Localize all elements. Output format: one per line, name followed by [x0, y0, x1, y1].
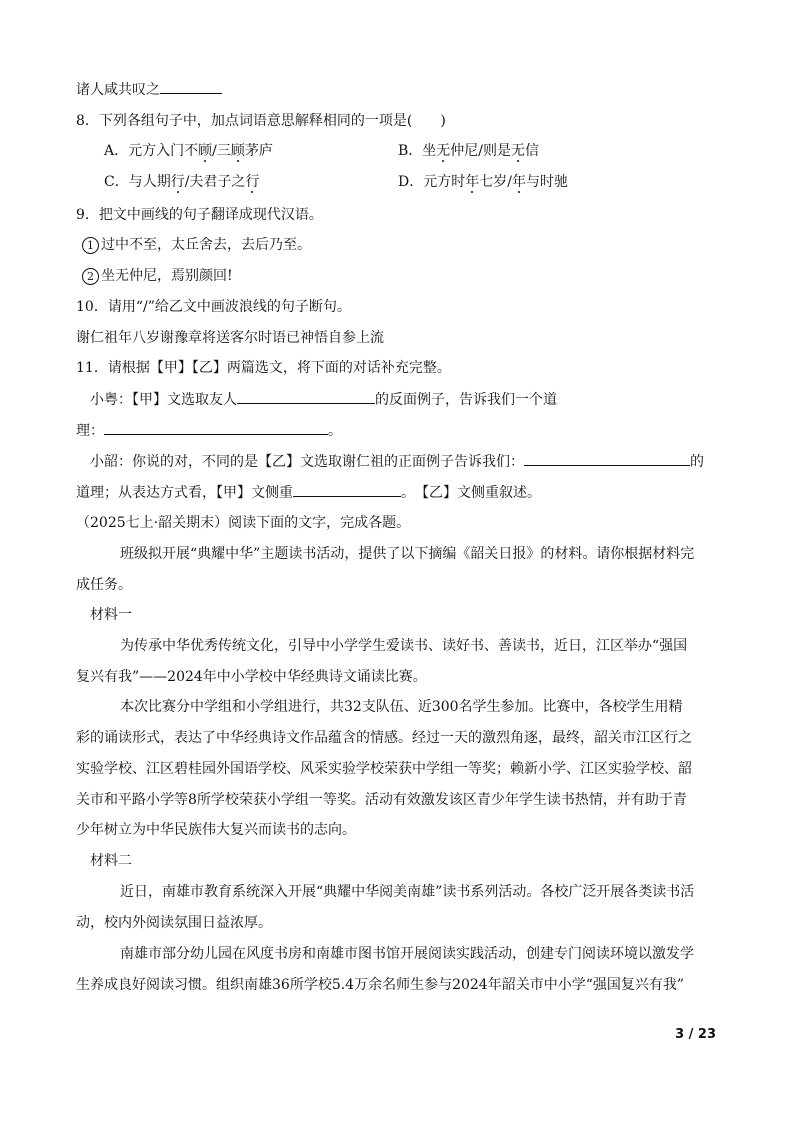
- option-text: 与时驰: [525, 174, 568, 190]
- option-text: 元方入门不: [128, 143, 199, 159]
- option-text: /夫君子之: [184, 174, 246, 190]
- option-text: 七岁/: [479, 174, 512, 190]
- page-number: 3 / 23: [675, 1027, 716, 1042]
- option-text: 信: [525, 143, 540, 159]
- dialog-text: 小韶：你说的对，不同的是【乙】文选取谢仁祖的正面例子告诉我们：: [90, 454, 524, 470]
- paragraph-line: 近日，南雄市教育系统深入开展“典耀中华阅美南雄”读书系列活动。各校广泛开展各类读书活: [120, 884, 695, 900]
- dotted-word: 顾: [230, 143, 245, 159]
- paragraph-line: 班级拟开展“典耀中华”主题读书活动，提供了以下摘编《韶关日报》的材料。请你根据材料完: [120, 546, 695, 562]
- dialog-text: 。 【乙】文侧重叙述。: [401, 485, 541, 501]
- option-label: D．: [398, 174, 424, 190]
- option-text: 与人期: [128, 174, 171, 190]
- paragraph-line: 生养成良好阅读习惯。组织南雄36所学校5.4万余名师生参与2024年韶关市中小学“强国复兴有我”: [76, 977, 685, 993]
- dialog-text: 道理；从表达方式看，【甲】文侧重: [76, 485, 293, 501]
- paragraph-line: 成任务。: [76, 577, 132, 593]
- answer-blank: [237, 389, 375, 404]
- answer-blank: [524, 451, 690, 466]
- section-intro: （2025七上·韶关期末）阅读下面的文字，完成各题。: [76, 515, 411, 531]
- option-label: A．: [104, 143, 129, 159]
- circled-number-2: 2: [82, 268, 99, 285]
- paragraph-line: 彩的诵读形式，表达了中华经典诗文作品蕴含的情感。经过一天的激烈角逐，最终，韶关市江区行之: [76, 730, 692, 746]
- dotted-word: 顾: [198, 143, 213, 159]
- q8-stem: 8．下列各组句子中，加点词语意思解释相同的一项是( ): [76, 113, 446, 129]
- dialog-text: 小粤：【甲】文选取友人: [90, 392, 237, 408]
- dotted-word: 无: [436, 143, 451, 159]
- paragraph-line: 本次比赛分中学组和小学组进行，共32支队伍、近300名学生参加。比赛中，各校学生用精: [120, 699, 683, 715]
- sentence-text: 坐无仲尼，焉别颜回!: [101, 268, 233, 284]
- option-label: C．: [104, 174, 129, 190]
- dotted-word: 年: [511, 174, 526, 190]
- circled-number-1: 1: [82, 237, 99, 254]
- dotted-word: 行: [170, 174, 185, 190]
- paragraph-line: 关市和平路小学等8所学校荣获小学组一等奖。活动有效激发该区青少年学生读书热情，并有助于青: [76, 792, 687, 808]
- q8-option-d: [398, 172, 568, 192]
- material-1-title: 材料一: [90, 607, 132, 623]
- material-2-title: 材料二: [90, 853, 132, 869]
- paragraph-line: 实验学校、江区碧桂园外国语学校、风采实验学校荣获中学组一等奖；赖新小学、江区实验学校、韶: [76, 761, 692, 777]
- option-text: 茅庐: [244, 143, 273, 159]
- dialog-text: 的: [690, 454, 704, 470]
- dotted-word: 无: [511, 143, 526, 159]
- paragraph-line: 复兴有我”——2024年中小学校中华经典诗文诵读比赛。: [76, 669, 427, 685]
- answer-blank: [293, 482, 401, 497]
- sentence-text: 过中不至，太丘舍去，去后乃至。: [101, 237, 311, 253]
- q7-tail-text: 诸人咸共叹之: [76, 82, 160, 98]
- q11-line-3: [90, 451, 704, 472]
- paragraph-line: 动，校内外阅读氛围日益浓厚。: [76, 915, 272, 931]
- paragraph-line: 少年树立为中华民族伟大复兴而读书的志向。: [76, 822, 356, 838]
- answer-blank: [104, 420, 328, 435]
- q9-stem: 9．把文中画线的句子翻译成现代汉语。: [76, 207, 323, 223]
- q9-sentence-2: [82, 266, 233, 286]
- option-text: 仲尼/则是: [450, 143, 512, 159]
- q9-sentence-1: [82, 235, 311, 255]
- option-text: 坐: [422, 143, 437, 159]
- q10-text: 谢仁祖年八岁谢豫章将送客尔时语已神悟自参上流: [76, 330, 384, 346]
- dotted-word: 行: [245, 174, 260, 190]
- q8-option-a: [104, 141, 273, 161]
- answer-blank: [160, 79, 222, 94]
- dialog-text: 。: [328, 423, 342, 439]
- dotted-word: 年: [465, 174, 480, 190]
- q8-option-c: [104, 172, 259, 192]
- q8-option-b: [398, 141, 539, 161]
- option-text: /三: [212, 143, 231, 159]
- dialog-text: 理：: [76, 423, 104, 439]
- option-text: 元方时: [423, 174, 466, 190]
- q7-tail-line: [76, 79, 222, 100]
- q11-line-4: [76, 482, 541, 503]
- q11-line-2: [76, 420, 342, 441]
- paragraph-line: 南雄市部分幼儿园在风度书房和南雄市图书馆开展阅读实践活动，创建专门阅读环境以激发学: [120, 946, 694, 962]
- dialog-text: 的反面例子，告诉我们一个道: [375, 392, 557, 408]
- q11-stem: 11．请根据【甲】【乙】两篇选文，将下面的对话补充完整。: [76, 360, 451, 376]
- paragraph-line: 为传承中华优秀传统文化，引导中小学学生爱读书、读好书、善读书，近日，江区举办“强国: [120, 638, 688, 654]
- option-label: B．: [398, 143, 423, 159]
- q11-line-1: [90, 389, 557, 410]
- q10-stem: 10．请用“/”给乙文中画波浪线的句子断句。: [76, 299, 351, 315]
